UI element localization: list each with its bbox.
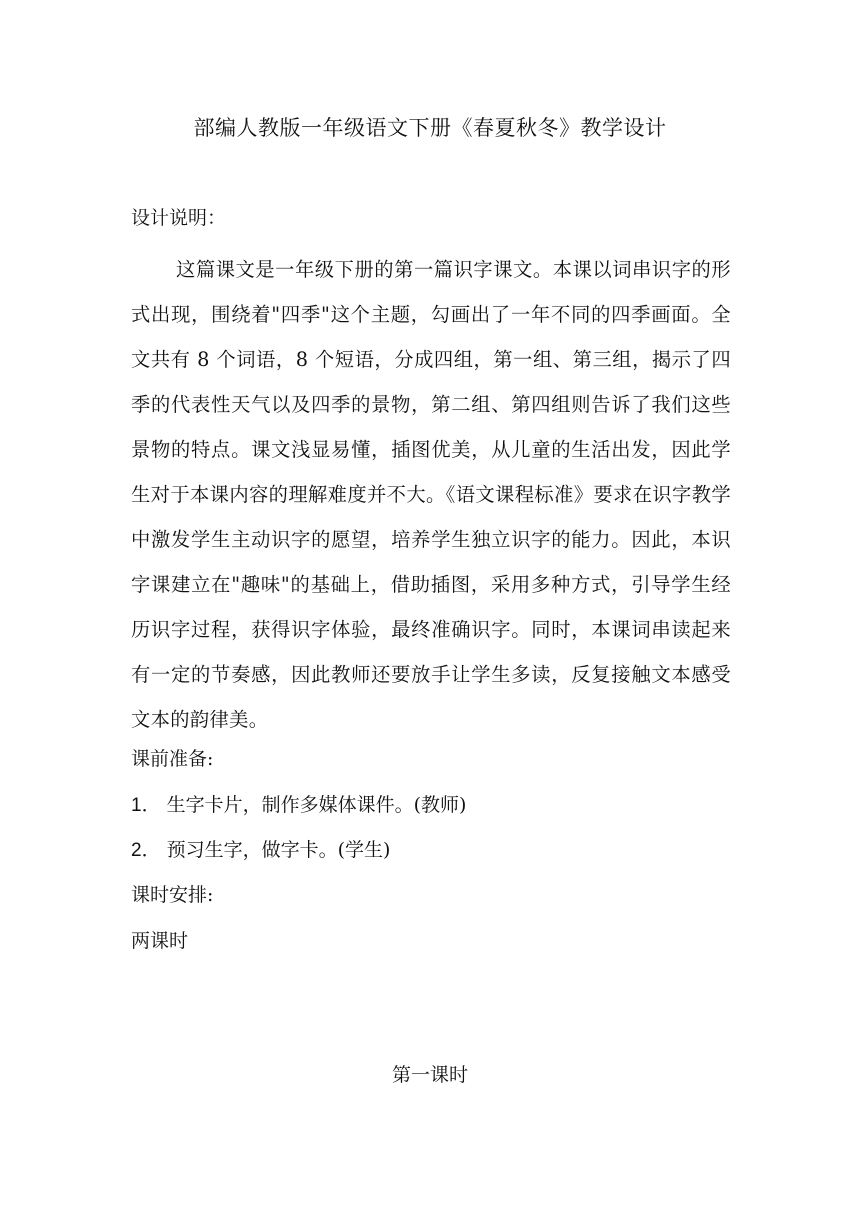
- prep-item-number: 1．: [131, 795, 161, 816]
- document-title: 部编人教版一年级语文下册《春夏秋冬》教学设计: [193, 116, 667, 140]
- design-note-heading: 设计说明：: [131, 207, 227, 229]
- lesson-heading: 第一课时: [391, 1064, 468, 1086]
- schedule-heading: 课时安排:: [131, 884, 214, 906]
- prep-item-1: [131, 792, 466, 819]
- prep-item-text: 预习生字，做字卡。(学生): [166, 839, 391, 861]
- prep-item-2: [131, 837, 390, 864]
- prep-heading: 课前准备:: [131, 748, 214, 770]
- schedule-value: 两课时: [131, 930, 189, 952]
- prep-item-number: 2．: [131, 840, 161, 861]
- prep-item-text: 生字卡片，制作多媒体课件。(教师): [166, 794, 467, 816]
- design-note-paragraph: 这篇课文是一年级下册的第一篇识字课文。本课以词串识字的形式出现，围绕着"四季"这个主题，勾画出了一年不同的四季画面。全文共有 8 个词语，8 个短语，分成四组，第一组、第三组，揭示了四季的代表性天气以及四季的景物，第二组、第四组则告诉了我们这些景物的特点。课文浅显易懂，插图优美，从儿童的生活出发，因此学生对于本课内容的理解难度并不大。《语文课程标准》要求在识字教学中激发学生主动识字的愿望，培养学生独立识字的能力。因此，本识字课建立在"趣味"的基础上，借助插图，采用多种方式，引导学生经历识字过程，获得识字体验，最终准确识字。同时，本课词串读起来有一定的节奏感，因此教师还要放手让学生多读，反复接触文本感受文本的韵律美。: [131, 258, 731, 731]
